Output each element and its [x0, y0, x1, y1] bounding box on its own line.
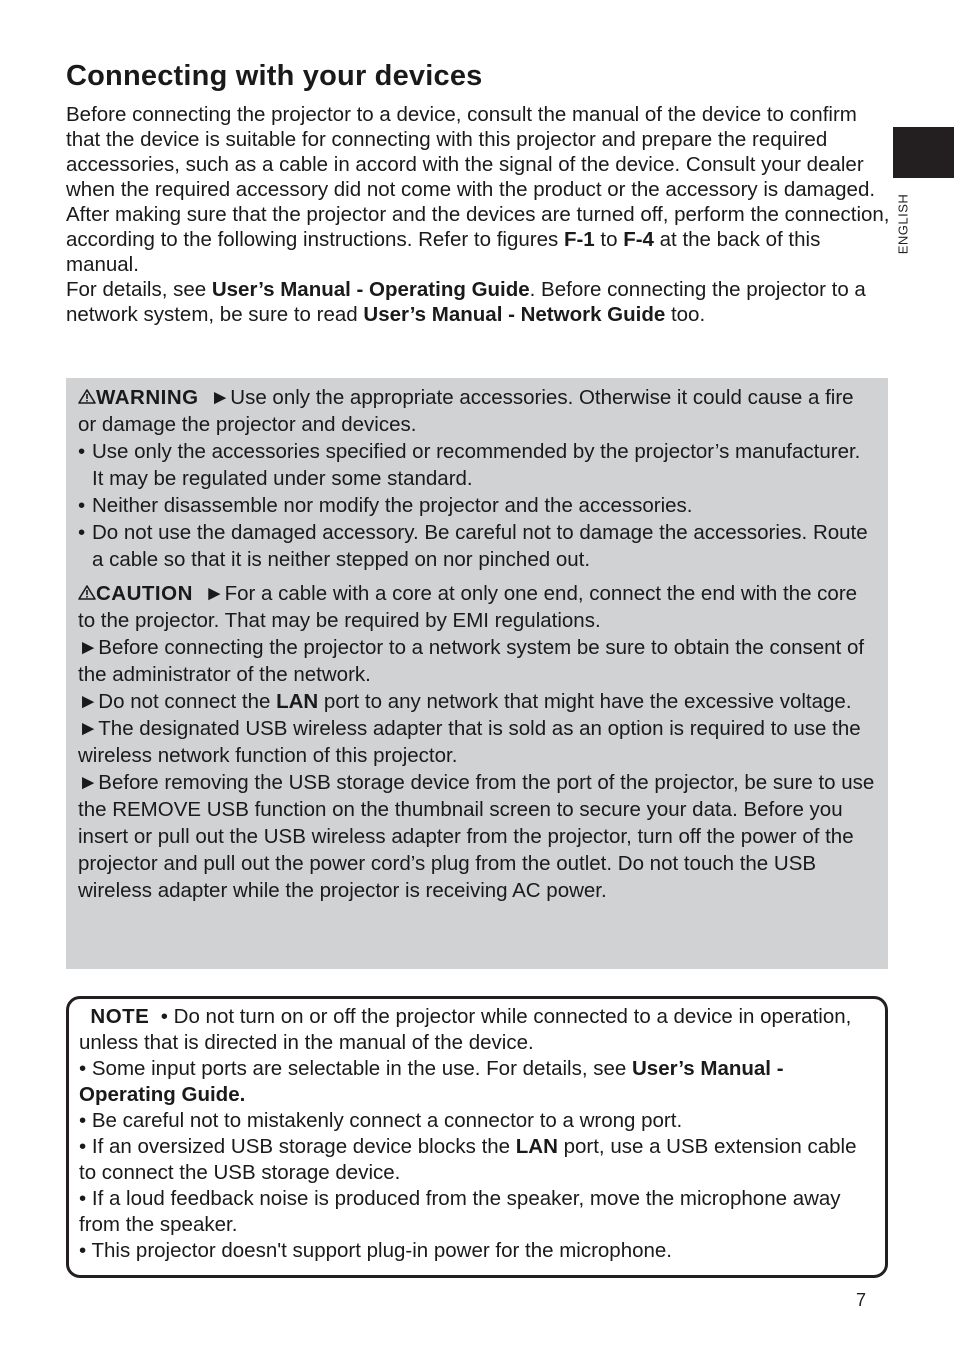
intro-p2-text-b: to	[594, 228, 624, 251]
caution-item-3	[78, 688, 876, 715]
caution-item-4: ►The designated USB wireless adapter that is sold as an option is required to use the wireless network function of this projector.	[78, 717, 861, 767]
note-bullet-2-text: • Some input ports are selectable in the use. For details, see	[79, 1057, 632, 1080]
warning-label: WARNING	[96, 386, 199, 409]
caution-block	[78, 580, 876, 904]
note-bullet-6: • This projector doesn't support plug-in power for the microphone.	[79, 1239, 672, 1262]
note-bullet-5: • If a loud feedback noise is produced from the speaker, move the microphone away from the speaker.	[79, 1187, 841, 1236]
lan-port-ref: LAN	[515, 1135, 558, 1158]
warning-bullet-text: Do not use the damaged accessory. Be careful not to damage the accessories. Route a cable so that it is neither stepped on nor pinched out.	[92, 521, 868, 571]
intro-text	[66, 102, 896, 327]
page-number: 7	[856, 1290, 867, 1310]
caution-item-2: ►Before connecting the projector to a network system be sure to obtain the consent of the administrator of the network.	[78, 636, 865, 686]
note-label: NOTE	[90, 1005, 150, 1028]
figure-ref-f4: F-4	[623, 228, 654, 251]
operating-guide-ref: User’s Manual - Operating Guide.	[79, 1057, 784, 1106]
warning-block	[78, 384, 876, 573]
caution-label: CAUTION	[96, 582, 193, 605]
warning-bullet: • Use only the accessories specified or recommended by the projector’s manufacturer. It may be regulated under some standard.	[78, 438, 876, 492]
figure-ref-f1: F-1	[563, 228, 595, 251]
operating-guide-ref: User’s Manual - Operating Guide	[211, 278, 530, 301]
side-language-text: ENGLISH	[895, 193, 911, 255]
intro-p3-text-b: . Before connecting the projector to a network system, be sure to read	[66, 278, 866, 326]
note-bullet-4	[79, 1134, 875, 1186]
note-bullet-1: • Do not turn on or off the projector while connected to a device in operation, unless that is directed in the manual of the device.	[79, 1005, 852, 1054]
note-bullet-4-text-b: port, use a USB extension cable to connect the USB storage device.	[79, 1135, 857, 1184]
warning-triangle-icon	[78, 389, 96, 404]
note-box	[66, 996, 888, 1278]
section-tab	[893, 127, 954, 178]
warning-bullet-text: Neither disassemble nor modify the projector and the accessories.	[92, 494, 693, 517]
network-guide-ref: User’s Manual - Network Guide	[363, 303, 666, 326]
caution-item-3-text-b: port to any network that might have the excessive voltage.	[318, 690, 852, 713]
note-bullet-2	[79, 1056, 875, 1108]
note-bullet-3: • Be careful not to mistakenly connect a connector to a wrong port.	[79, 1109, 683, 1132]
intro-paragraph-3	[66, 277, 896, 327]
intro-paragraph-1: Before connecting the projector to a device, consult the manual of the device to confirm that the device is suitable for connecting with this projector and prepare the required accessories, such as a cable in accord with the signal of the device. Consult your dealer when the required accessory did not come with the product or the accessory is damaged.	[66, 103, 876, 201]
intro-paragraph-2	[66, 202, 896, 277]
warning-bullet: • Do not use the damaged accessory. Be careful not to damage the accessories. Route a cable so that it is neither stepped on nor pinched out.	[78, 519, 876, 573]
warning-lead: ►Use only the appropriate accessories. Otherwise it could cause a fire or damage the projector and devices.	[78, 386, 854, 436]
caution-item-3-text-a: ►Do not connect the	[78, 690, 277, 713]
caution-item-1: ►For a cable with a core at only one end, connect the end with the core to the projector. That may be required by EMI regulations.	[78, 582, 858, 632]
intro-p3-text-a: For details, see	[66, 278, 212, 301]
intro-p2-text-a: After making sure that the projector and the devices are turned off, perform the connection, according to the following instructions. Refer to figures	[66, 203, 890, 251]
warning-bullet: • Neither disassemble nor modify the projector and the accessories.	[78, 494, 693, 517]
intro-p3-text-c: too.	[665, 303, 706, 326]
intro-p2-text-c: at the back of this manual.	[66, 228, 821, 276]
warning-caution-box	[66, 378, 888, 969]
warning-bullet-text: Use only the accessories specified or recommended by the projector’s manufacturer. It may be regulated under some standard.	[92, 440, 861, 490]
caution-item-5: ►Before removing the USB storage device from the port of the projector, be sure to use the REMOVE USB function on the thumbnail screen to secure your data. Before you insert or pull out the USB wireless adapter from the projector, turn off the power of the projector and pull out the power cord’s plug from the outlet. Do not touch the USB wireless adapter while the projector is receiving AC power.	[78, 771, 875, 902]
page-title: Connecting with your devices	[66, 60, 483, 92]
caution-triangle-icon	[78, 585, 96, 600]
lan-port-ref: LAN	[276, 690, 319, 713]
note-bullet-4-text-a: • If an oversized USB storage device blocks the	[79, 1135, 516, 1158]
